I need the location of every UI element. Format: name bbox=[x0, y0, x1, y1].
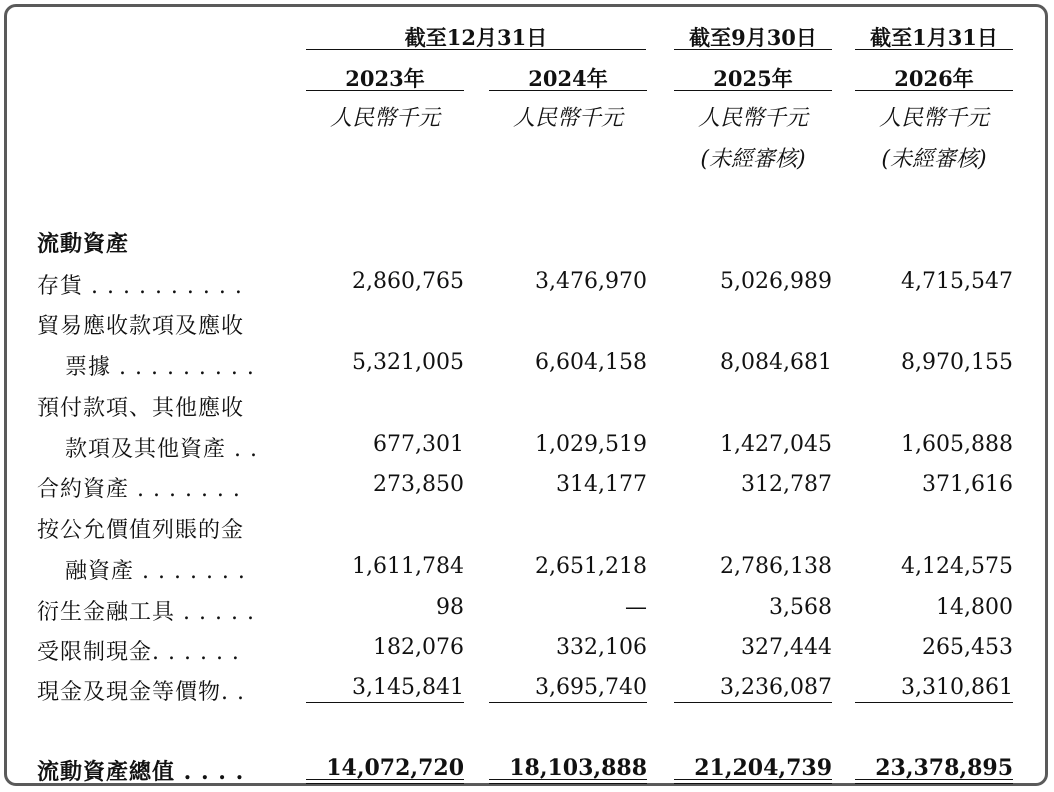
year-header: 2026年 bbox=[894, 66, 974, 91]
table-cell: 5,026,989 bbox=[720, 269, 832, 294]
total-cell: 14,072,720 bbox=[326, 755, 464, 781]
table-cell: 8,970,155 bbox=[901, 350, 1013, 375]
table-cell: 312,787 bbox=[741, 472, 832, 497]
table-cell: 3,310,861 bbox=[901, 675, 1013, 700]
year-underline bbox=[674, 90, 832, 91]
row-label: 合約資產 . . . . . . . bbox=[37, 477, 241, 502]
subtotal-rule bbox=[306, 702, 464, 703]
table-cell: 4,124,575 bbox=[901, 554, 1013, 579]
row-label-cont: 融資產 . . . . . . . bbox=[65, 559, 246, 584]
year-header: 2024年 bbox=[528, 66, 608, 91]
table-cell: 8,084,681 bbox=[720, 350, 832, 375]
table-cell: 3,695,740 bbox=[535, 675, 647, 700]
table-cell: 314,177 bbox=[556, 472, 647, 497]
table-cell: 677,301 bbox=[373, 432, 464, 457]
subtotal-rule bbox=[855, 702, 1013, 703]
table-cell: 1,611,784 bbox=[352, 554, 464, 579]
table-cell: 182,076 bbox=[373, 635, 464, 660]
total-double-rule bbox=[489, 779, 647, 784]
year-header: 2025年 bbox=[713, 66, 793, 91]
year-underline bbox=[306, 90, 464, 91]
group-underline bbox=[855, 49, 1013, 50]
table-cell: 2,860,765 bbox=[352, 269, 464, 294]
table-cell: 6,604,158 bbox=[535, 350, 647, 375]
table-cell: 371,616 bbox=[922, 472, 1013, 497]
table-cell: 98 bbox=[436, 595, 464, 620]
year-underline bbox=[855, 90, 1013, 91]
group-underline bbox=[674, 49, 832, 50]
total-double-rule bbox=[674, 779, 832, 784]
total-label: 流動資產總值 . . . . bbox=[37, 759, 245, 785]
row-label: 受限制現金. . . . . . bbox=[37, 640, 240, 665]
table-cell: 1,605,888 bbox=[901, 432, 1013, 457]
subtotal-rule bbox=[674, 702, 832, 703]
table-cell: 4,715,547 bbox=[901, 269, 1013, 294]
table-cell: 2,651,218 bbox=[535, 554, 647, 579]
table-cell: 3,236,087 bbox=[720, 675, 832, 700]
row-label: 衍生金融工具 . . . . . bbox=[37, 600, 255, 625]
group-header-dec31: 截至12月31日 bbox=[404, 25, 548, 50]
unit-label: 人民幣千元 bbox=[878, 106, 989, 131]
table-cell: 5,321,005 bbox=[352, 350, 464, 375]
table-cell: 273,850 bbox=[373, 472, 464, 497]
table-cell: 3,476,970 bbox=[535, 269, 647, 294]
row-label-cont: 票據 . . . . . . . . . bbox=[65, 355, 255, 380]
row-label: 預付款項、其他應收 bbox=[37, 396, 245, 421]
unit-label: 人民幣千元 bbox=[329, 106, 440, 131]
group-header-sep30: 截至9月30日 bbox=[689, 25, 817, 50]
unaudited-label: (未經審核) bbox=[700, 147, 806, 172]
group-underline bbox=[306, 49, 646, 50]
year-underline bbox=[489, 90, 647, 91]
table-cell: 3,145,841 bbox=[352, 675, 464, 700]
unit-label: 人民幣千元 bbox=[697, 106, 808, 131]
total-double-rule bbox=[855, 779, 1013, 784]
total-cell: 23,378,895 bbox=[875, 755, 1013, 781]
subtotal-rule bbox=[489, 702, 647, 703]
table-cell: 2,786,138 bbox=[720, 554, 832, 579]
unit-label: 人民幣千元 bbox=[512, 106, 623, 131]
row-label: 存貨 . . . . . . . . . . bbox=[37, 274, 243, 299]
table-cell: 327,444 bbox=[741, 635, 832, 660]
table-cell: 265,453 bbox=[922, 635, 1013, 660]
total-cell: 21,204,739 bbox=[694, 755, 832, 781]
row-label: 現金及現金等價物. . bbox=[37, 680, 245, 705]
row-label: 按公允價值列賬的金 bbox=[37, 518, 245, 543]
row-label: 貿易應收款項及應收 bbox=[37, 314, 245, 339]
financial-table bbox=[4, 4, 1048, 786]
table-cell: 3,568 bbox=[769, 595, 832, 620]
section-title: 流動資產 bbox=[37, 231, 130, 257]
year-header: 2023年 bbox=[345, 66, 425, 91]
row-label-cont: 款項及其他資產 . . bbox=[65, 437, 258, 462]
table-cell: 14,800 bbox=[936, 595, 1013, 620]
total-cell: 18,103,888 bbox=[509, 755, 647, 781]
group-header-jan31: 截至1月31日 bbox=[870, 25, 998, 50]
table-cell: 1,427,045 bbox=[720, 432, 832, 457]
table-cell: 1,029,519 bbox=[535, 432, 647, 457]
unaudited-label: (未經審核) bbox=[881, 147, 987, 172]
table-cell: — bbox=[625, 595, 647, 620]
table-cell: 332,106 bbox=[556, 635, 647, 660]
total-double-rule bbox=[306, 779, 464, 784]
